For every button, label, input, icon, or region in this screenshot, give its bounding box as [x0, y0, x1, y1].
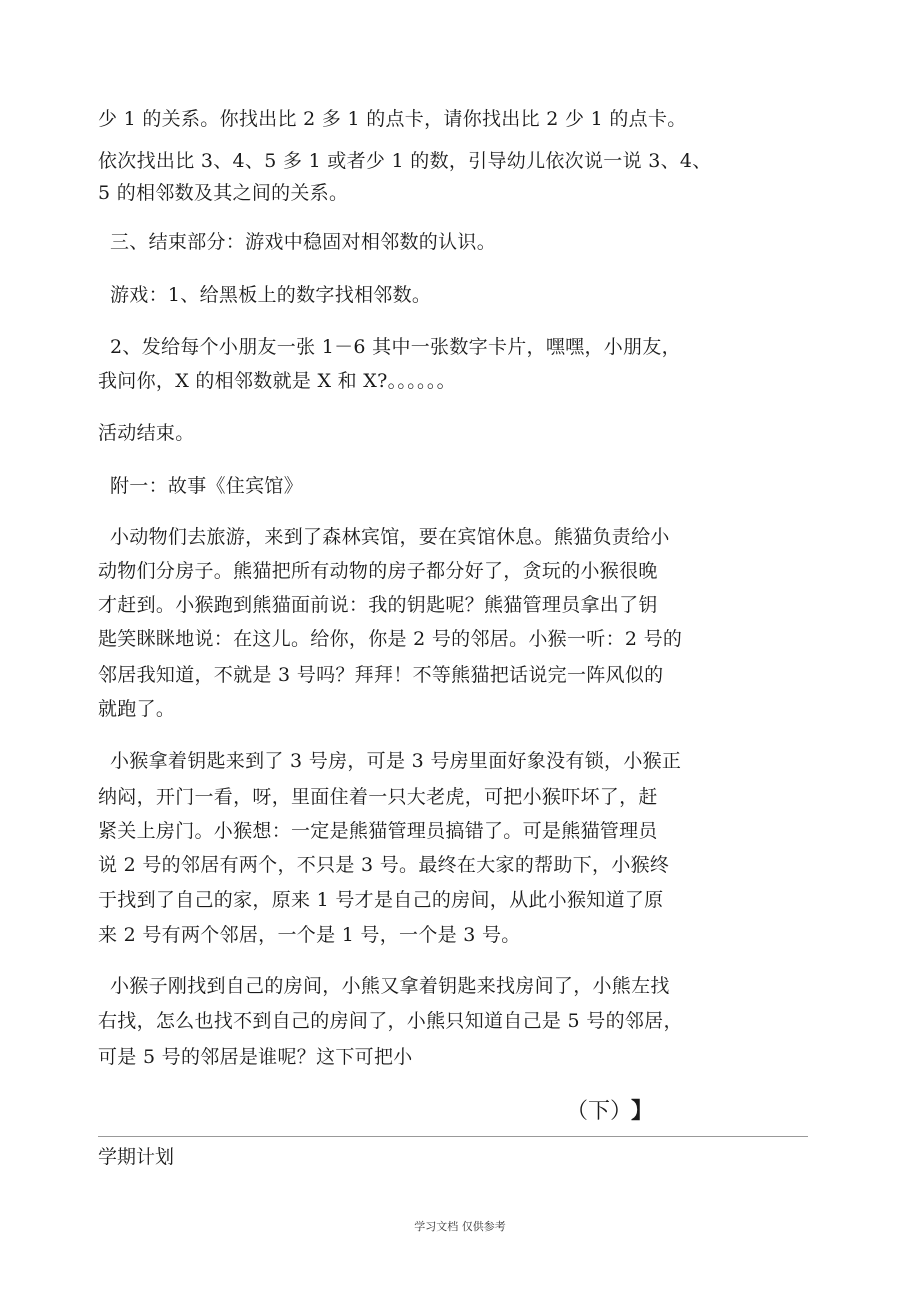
text-line: 右找，怎么也找不到自己的房间了，小熊只知道自己是 5 号的邻居， [98, 1010, 683, 1032]
text-line: 来 2 号有两个邻居，一个是 1 号，一个是 3 号。 [98, 924, 521, 946]
text-line: 小猴拿着钥匙来到了 3 号房，可是 3 号房里面好象没有锁，小猴正 [110, 750, 682, 772]
text-line: 5 的相邻数及其之间的关系。 [98, 182, 349, 204]
divider-line [98, 1136, 808, 1137]
continuation-mark [566, 1096, 653, 1127]
text-line: 邻居我知道，不就是 3 号吗？拜拜！不等熊猫把话说完一阵风似的 [98, 664, 664, 686]
text-line: 匙笑眯眯地说：在这儿。给你，你是 2 号的邻居。小猴一听：2 号的 [98, 628, 683, 650]
text-line: 纳闷，开门一看，呀，里面住着一只大老虎，可把小猴吓坏了，赶 [98, 786, 658, 808]
text-line: 说 2 号的邻居有两个，不只是 3 号。最终在大家的帮助下，小猴终 [98, 854, 670, 876]
text-line: 2、发给每个小朋友一张 1－6 其中一张数字卡片，嘿嘿，小朋友， [110, 336, 681, 358]
section-heading: 三、结束部分：游戏中稳固对相邻数的认识。 [110, 231, 497, 253]
closing-bracket: 】 [631, 1098, 654, 1124]
text-line: 小猴子刚找到自己的房间，小熊又拿着钥匙来找房间了，小熊左找 [110, 975, 670, 997]
text-line: 于找到了自己的家，原来 1 号才是自己的房间，从此小猴知道了原 [98, 889, 664, 911]
footer-note: 学习文档 仅供参考 [414, 1220, 506, 1233]
text-line: 紧关上房门。小猴想：一定是熊猫管理员搞错了。可是熊猫管理员 [98, 820, 658, 842]
section-title: 学期计划 [98, 1146, 175, 1168]
text-line: 小动物们去旅游，来到了森林宾馆，要在宾馆休息。熊猫负责给小 [110, 526, 670, 548]
text-line: 才赶到。小猴跑到熊猫面前说：我的钥匙呢？熊猫管理员拿出了钥 [98, 594, 658, 616]
text-line: 依次找出比 3、4、5 多 1 或者少 1 的数，引导幼儿依次说一说 3、4、 [98, 150, 712, 172]
text-line: 我问你，X 的相邻数就是 X 和 X?。。。。。。 [98, 370, 456, 392]
text-line: 游戏：1、给黑板上的数字找相邻数。 [110, 284, 432, 306]
text-line: 可是 5 号的邻居是谁呢？这下可把小 [98, 1046, 413, 1068]
story-title: 附一：故事《住宾馆》 [110, 475, 304, 497]
text-line: 动物们分房子。熊猫把所有动物的房子都分好了，贪玩的小猴很晚 [98, 560, 658, 582]
text-line: 少 1 的关系。你找出比 2 多 1 的点卡，请你找出比 2 少 1 的点卡。 [98, 108, 687, 130]
text-line: 活动结束。 [98, 422, 195, 444]
continuation-label: （下） [566, 1099, 622, 1124]
text-line: 就跑了。 [98, 698, 176, 720]
